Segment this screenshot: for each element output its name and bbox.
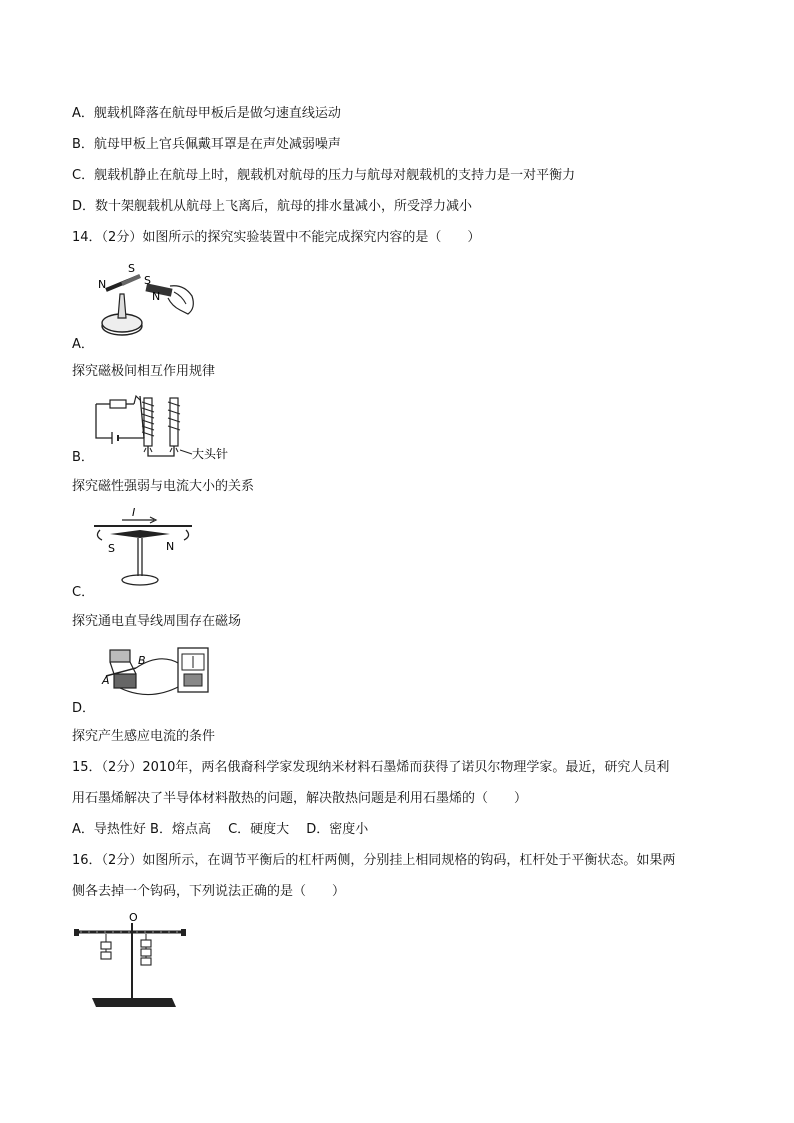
fig-a-label-n2: N <box>152 290 161 303</box>
q14-option-a-letter: A． <box>72 337 94 352</box>
q14-option-d-letter: D． <box>72 701 96 716</box>
q13-option-c: C．舰载机静止在航母上时，舰载机对航母的压力与航母对舰载机的支持力是一对平衡力 <box>72 168 576 183</box>
fig-d-label-b: B <box>138 654 146 667</box>
figure-lever-balance <box>72 910 192 1010</box>
q13-option-b: B．航母甲板上官兵佩戴耳罩是在声处减弱噪声 <box>72 137 341 152</box>
q15-options: A．导热性好 B．熔点高 C．硬度大 D．密度小 <box>72 822 369 837</box>
figure-magnet-poles <box>92 256 207 344</box>
q16-stem-line1: 16．（2分）如图所示，在调节平衡后的杠杆两侧，分别挂上相同规格的钩码，杠杆处于平衡状态。如果两 <box>72 853 676 868</box>
figure-wire-compass <box>92 504 202 592</box>
q14-option-c-letter: C． <box>72 585 95 600</box>
fig-c-label-n: N <box>166 540 175 553</box>
q13-option-a: A．舰载机降落在航母甲板后是做匀速直线运动 <box>72 106 341 121</box>
fig-lever-label-o: O <box>129 911 138 924</box>
figure-electromagnet-circuit <box>92 392 252 466</box>
q16-stem-line2: 侧各去掉一个钩码，下列说法正确的是（ ） <box>72 884 346 899</box>
fig-b-label-pins: 大头针 <box>192 447 229 461</box>
q13-option-d: D．数十架舰载机从航母上飞离后，航母的排水量减小，所受浮力减小 <box>72 199 473 214</box>
fig-a-label-s: S <box>128 262 135 275</box>
q14-stem: 14．（2分）如图所示的探究实验装置中不能完成探究内容的是（ ） <box>72 230 481 245</box>
fig-c-label-current: I <box>132 506 136 519</box>
q14-option-b-caption: 探究磁性强弱与电流大小的关系 <box>72 479 255 494</box>
q15-stem-line1: 15．（2分）2010年，两名俄裔科学家发现纳米材料石墨烯而获得了诺贝尔物理学家。最近，研究人员利 <box>72 760 670 775</box>
q14-option-a-caption: 探究磁极间相互作用规律 <box>72 364 216 379</box>
fig-c-label-s: S <box>108 542 115 555</box>
q14-option-c-caption: 探究通电直导线周围存在磁场 <box>72 614 242 629</box>
fig-d-label-a: A <box>102 674 110 687</box>
fig-a-label-s2: S <box>144 274 151 287</box>
figure-induction-setup <box>100 644 215 700</box>
q14-option-b-letter: B． <box>72 450 94 465</box>
fig-a-label-n: N <box>98 278 107 291</box>
q14-option-d-caption: 探究产生感应电流的条件 <box>72 729 216 744</box>
q15-stem-line2: 用石墨烯解决了半导体材料散热的问题，解决散热问题是利用石墨烯的（ ） <box>72 791 528 806</box>
